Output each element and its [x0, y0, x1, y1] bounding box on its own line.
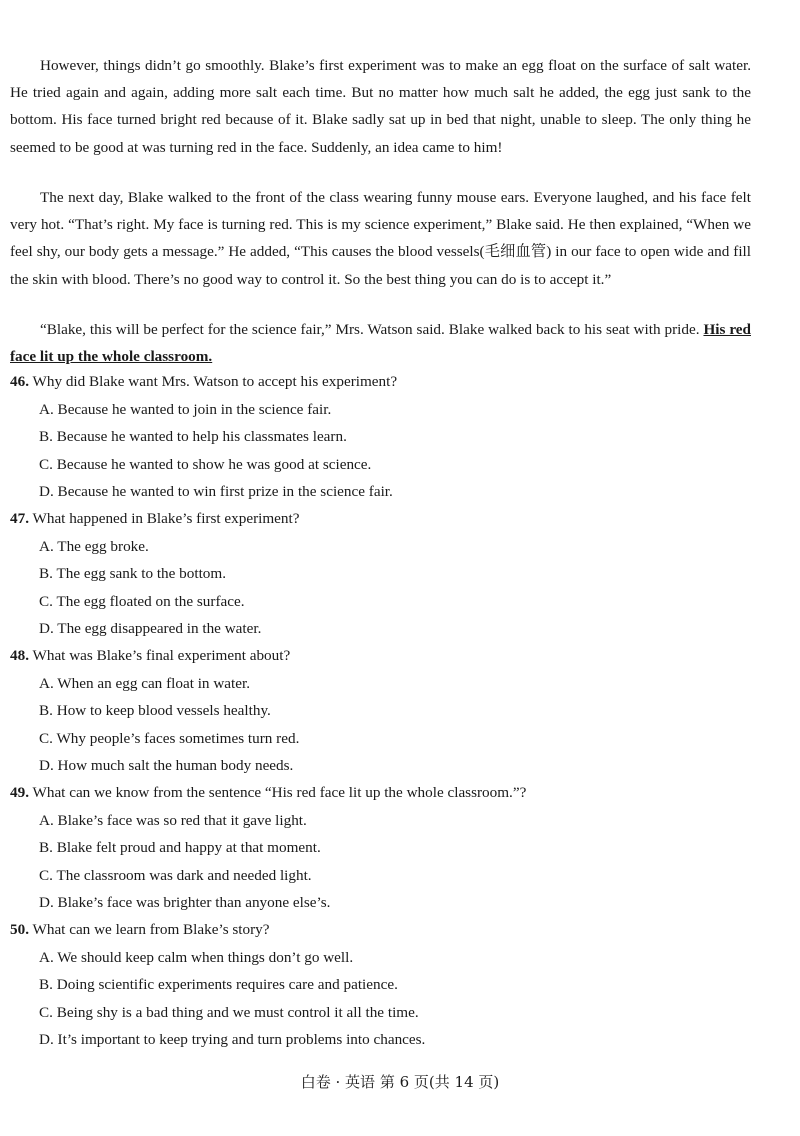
- passage-paragraph-2: The next day, Blake walked to the front of the class wearing funny mouse ears. Everyone laughed, and his face felt very hot. “That’s right. My face is turning red. This is my science experiment,” Blake said. He then explained, “When we feel shy, our body gets a message.” He added, “This causes the blood vessels(毛细血管) in our face to open wide and fill the skin with blood. There’s no good way to control it. So the best thing you can do is to accept it.”: [10, 189, 751, 288]
- question-text: What can we learn from Blake’s story?: [32, 921, 270, 938]
- highlighted-sentence: His red face lit up the whole classroom.: [10, 321, 751, 366]
- option-48-c: C. Why people’s faces sometimes turn red.: [39, 730, 300, 747]
- option-48-a: A. When an egg can float in water.: [39, 675, 251, 692]
- option-50-a: A. We should keep calm when things don’t go well.: [39, 949, 354, 966]
- option-50-c: C. Being shy is a bad thing and we must control it all the time.: [39, 1004, 419, 1021]
- question-text: What was Blake’s final experiment about?: [32, 647, 291, 664]
- option-48-b: B. How to keep blood vessels healthy.: [39, 702, 271, 719]
- option-49-d: D. Blake’s face was brighter than anyone else’s.: [39, 894, 331, 911]
- passage-paragraph-3: [10, 316, 751, 370]
- question-number: 47.: [10, 510, 29, 527]
- question-47: [10, 509, 755, 529]
- option-47-b: B. The egg sank to the bottom.: [39, 565, 227, 582]
- option-48-d: D. How much salt the human body needs.: [39, 757, 294, 774]
- question-text: What can we know from the sentence “His red face lit up the whole classroom.”?: [32, 784, 527, 801]
- option-49-a: A. Blake’s face was so red that it gave light.: [39, 812, 307, 829]
- question-48: [10, 646, 755, 666]
- option-50-b: B. Doing scientific experiments requires care and patience.: [39, 976, 398, 993]
- option-47-c: C. The egg floated on the surface.: [39, 593, 245, 610]
- option-46-c: C. Because he wanted to show he was good at science.: [39, 456, 372, 473]
- option-49-b: B. Blake felt proud and happy at that moment.: [39, 839, 321, 856]
- question-50: [10, 920, 755, 940]
- option-46-d: D. Because he wanted to win first prize in the science fair.: [39, 483, 393, 500]
- option-46-b: B. Because he wanted to help his classmates learn.: [39, 428, 347, 445]
- question-46: [10, 372, 755, 392]
- question-number: 46.: [10, 373, 29, 390]
- option-50-d: D. It’s important to keep trying and turn problems into chances.: [39, 1031, 426, 1048]
- option-47-d: D. The egg disappeared in the water.: [39, 620, 262, 637]
- question-text: Why did Blake want Mrs. Watson to accept his experiment?: [32, 373, 398, 390]
- option-46-a: A. Because he wanted to join in the science fair.: [39, 401, 332, 418]
- page-footer: 白卷 · 英语 第 6 页(共 14 页): [300, 1073, 500, 1091]
- question-number: 50.: [10, 921, 29, 938]
- option-49-c: C. The classroom was dark and needed light.: [39, 867, 312, 884]
- question-text: What happened in Blake’s first experiment?: [32, 510, 300, 527]
- passage-paragraph-1: However, things didn’t go smoothly. Blake’s first experiment was to make an egg float on the surface of salt water. He tried again and again, adding more salt each time. But no matter how much salt he added, the egg just sank to the bottom. His face turned bright red because of it. Blake sadly sat up in bed that night, unable to sleep. The only thing he seemed to be good at was turning red in the face. Suddenly, an idea came to him!: [10, 57, 751, 156]
- option-47-a: A. The egg broke.: [39, 538, 149, 555]
- question-number: 48.: [10, 647, 29, 664]
- question-49: [10, 783, 755, 803]
- paragraph-3-text: “Blake, this will be perfect for the science fair,” Mrs. Watson said. Blake walked back to his seat with pride.: [40, 321, 700, 338]
- question-number: 49.: [10, 784, 29, 801]
